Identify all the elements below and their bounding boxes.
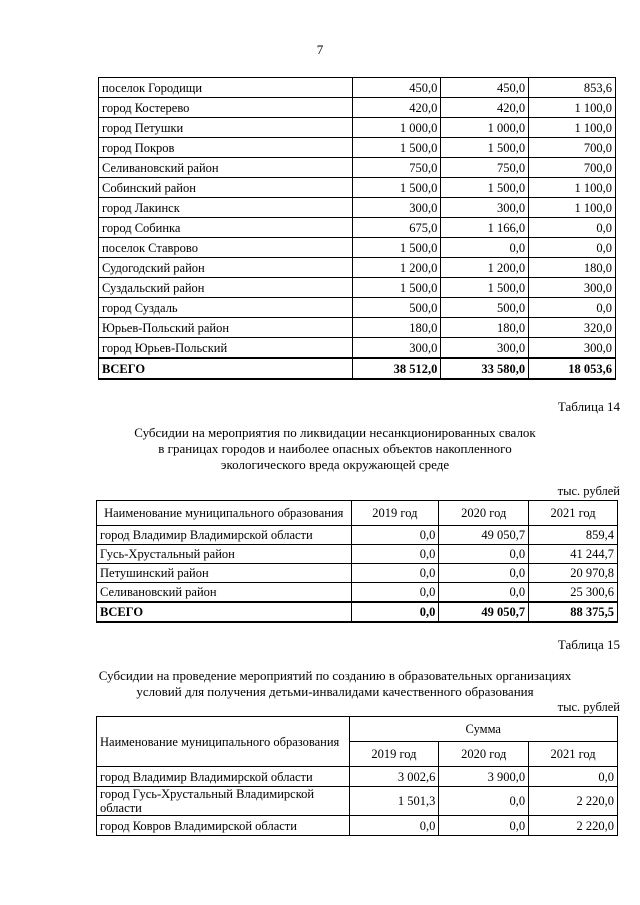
value-2021: 700,0 xyxy=(529,158,616,178)
table-row xyxy=(97,545,618,564)
total-row xyxy=(99,358,616,379)
table-15-unit: тыс. рублей xyxy=(557,700,620,714)
title-line: в границах городов и наиболее опасных объектов накопленного xyxy=(158,441,512,456)
total-2021: 88 375,5 xyxy=(529,602,618,622)
table-row xyxy=(99,78,616,98)
value-2020: 1 500,0 xyxy=(441,178,529,198)
value-2020: 0,0 xyxy=(439,816,529,836)
value-2021: 0,0 xyxy=(529,238,616,258)
table-row xyxy=(99,118,616,138)
value-2019: 1 500,0 xyxy=(353,138,441,158)
table-15-title xyxy=(70,668,600,700)
table-row xyxy=(99,278,616,298)
main-table xyxy=(98,77,616,380)
value-2021: 320,0 xyxy=(529,318,616,338)
value-2021: 1 100,0 xyxy=(529,98,616,118)
table-row xyxy=(99,178,616,198)
row-name: город Владимир Владимирской области xyxy=(97,767,350,787)
header-name: Наименование муниципального образования xyxy=(97,501,352,526)
value-2020: 0,0 xyxy=(439,545,529,564)
value-2019: 1 000,0 xyxy=(353,118,441,138)
header-2019: 2019 год xyxy=(351,501,439,526)
value-2019: 1 200,0 xyxy=(353,258,441,278)
row-name: Селивановский район xyxy=(99,158,353,178)
value-2019: 750,0 xyxy=(353,158,441,178)
row-name: Судогодский район xyxy=(99,258,353,278)
row-name: Юрьев-Польский район xyxy=(99,318,353,338)
row-name: Петушинский район xyxy=(97,564,352,583)
table-15-caption: Таблица 15 xyxy=(557,637,620,652)
title-line: Субсидии на проведение мероприятий по созданию в образовательных организациях xyxy=(98,668,572,683)
value-2020: 0,0 xyxy=(439,564,529,583)
total-2020: 49 050,7 xyxy=(439,602,529,622)
total-2019: 38 512,0 xyxy=(353,358,441,379)
value-2020: 420,0 xyxy=(441,98,529,118)
value-2019: 180,0 xyxy=(353,318,441,338)
table-row xyxy=(99,298,616,318)
table-row xyxy=(99,318,616,338)
value-2021: 180,0 xyxy=(529,258,616,278)
row-name: город Ковров Владимирской области xyxy=(97,816,350,836)
value-2021: 41 244,7 xyxy=(529,545,618,564)
table-row xyxy=(99,158,616,178)
value-2020: 300,0 xyxy=(441,338,529,359)
row-name: город Петушки xyxy=(99,118,353,138)
value-2019: 1 500,0 xyxy=(353,178,441,198)
table-row xyxy=(97,583,618,603)
table-row xyxy=(99,258,616,278)
table-row xyxy=(97,787,618,816)
value-2021: 300,0 xyxy=(529,278,616,298)
value-2020: 3 900,0 xyxy=(439,767,529,787)
header-2021: 2021 год xyxy=(529,501,618,526)
value-2020: 750,0 xyxy=(441,158,529,178)
header-2020: 2020 год xyxy=(439,501,529,526)
table-14-title xyxy=(70,425,600,473)
value-2019: 420,0 xyxy=(353,98,441,118)
table-row xyxy=(99,338,616,359)
value-2020: 0,0 xyxy=(439,583,529,603)
table-14-unit: тыс. рублей xyxy=(557,484,620,498)
row-name: город Собинка xyxy=(99,218,353,238)
table-row xyxy=(97,816,618,836)
value-2020: 49 050,7 xyxy=(439,526,529,545)
table-row xyxy=(99,98,616,118)
value-2019: 500,0 xyxy=(353,298,441,318)
table-row xyxy=(97,767,618,787)
row-name: поселок Ставрово xyxy=(99,238,353,258)
value-2019: 0,0 xyxy=(351,545,439,564)
value-2021: 25 300,6 xyxy=(529,583,618,603)
row-name: город Костерево xyxy=(99,98,353,118)
value-2021: 1 100,0 xyxy=(529,178,616,198)
value-2019: 0,0 xyxy=(349,816,439,836)
row-name: Собинский район xyxy=(99,178,353,198)
header-2019: 2019 год xyxy=(349,742,439,767)
page-number: 7 xyxy=(316,42,324,57)
header-2020: 2020 год xyxy=(439,742,529,767)
value-2021: 1 100,0 xyxy=(529,198,616,218)
value-2021: 300,0 xyxy=(529,338,616,359)
value-2021: 1 100,0 xyxy=(529,118,616,138)
total-2020: 33 580,0 xyxy=(441,358,529,379)
value-2019: 0,0 xyxy=(351,583,439,603)
value-2019: 450,0 xyxy=(353,78,441,98)
value-2021: 0,0 xyxy=(529,298,616,318)
value-2020: 1 200,0 xyxy=(441,258,529,278)
row-name: город Гусь-Хрустальный Владимирской области xyxy=(97,787,350,816)
value-2019: 0,0 xyxy=(351,526,439,545)
header-name: Наименование муниципального образования xyxy=(97,717,350,767)
value-2019: 1 500,0 xyxy=(353,238,441,258)
row-name: город Лакинск xyxy=(99,198,353,218)
header-2021: 2021 год xyxy=(529,742,618,767)
row-name: город Суздаль xyxy=(99,298,353,318)
table-14 xyxy=(96,500,618,623)
title-line: условий для получения детьми-инвалидами качественного образования xyxy=(136,684,534,699)
row-name: город Юрьев-Польский xyxy=(99,338,353,359)
value-2021: 20 970,8 xyxy=(529,564,618,583)
value-2021: 700,0 xyxy=(529,138,616,158)
table-row xyxy=(99,238,616,258)
value-2020: 450,0 xyxy=(441,78,529,98)
value-2021: 0,0 xyxy=(529,218,616,238)
value-2020: 180,0 xyxy=(441,318,529,338)
table-row xyxy=(99,138,616,158)
table-row xyxy=(99,218,616,238)
value-2021: 853,6 xyxy=(529,78,616,98)
value-2021: 859,4 xyxy=(529,526,618,545)
value-2021: 0,0 xyxy=(529,767,618,787)
value-2020: 1 166,0 xyxy=(441,218,529,238)
total-label: ВСЕГО xyxy=(99,358,353,379)
table-row xyxy=(97,526,618,545)
value-2020: 0,0 xyxy=(441,238,529,258)
value-2020: 500,0 xyxy=(441,298,529,318)
table-row xyxy=(97,564,618,583)
row-name: Гусь-Хрустальный район xyxy=(97,545,352,564)
total-2021: 18 053,6 xyxy=(529,358,616,379)
value-2019: 1 501,3 xyxy=(349,787,439,816)
value-2021: 2 220,0 xyxy=(529,816,618,836)
value-2020: 1 500,0 xyxy=(441,278,529,298)
title-line: экологического вреда окружающей среде xyxy=(220,457,450,472)
row-name: Суздальский район xyxy=(99,278,353,298)
value-2020: 1 000,0 xyxy=(441,118,529,138)
header-row xyxy=(97,717,618,742)
total-label: ВСЕГО xyxy=(97,602,352,622)
value-2019: 3 002,6 xyxy=(349,767,439,787)
row-name: поселок Городищи xyxy=(99,78,353,98)
total-2019: 0,0 xyxy=(351,602,439,622)
row-name: город Покров xyxy=(99,138,353,158)
table-14-caption: Таблица 14 xyxy=(557,399,620,414)
title-line: Субсидии на мероприятия по ликвидации несанкционированных свалок xyxy=(134,425,536,440)
value-2019: 300,0 xyxy=(353,198,441,218)
row-name: Селивановский район xyxy=(97,583,352,603)
table-15 xyxy=(96,716,618,836)
value-2020: 300,0 xyxy=(441,198,529,218)
value-2019: 1 500,0 xyxy=(353,278,441,298)
value-2021: 2 220,0 xyxy=(529,787,618,816)
value-2019: 0,0 xyxy=(351,564,439,583)
value-2019: 300,0 xyxy=(353,338,441,359)
header-row xyxy=(97,501,618,526)
value-2020: 1 500,0 xyxy=(441,138,529,158)
value-2019: 675,0 xyxy=(353,218,441,238)
value-2020: 0,0 xyxy=(439,787,529,816)
table-row xyxy=(99,198,616,218)
header-sum: Сумма xyxy=(349,717,618,742)
total-row xyxy=(97,602,618,622)
row-name: город Владимир Владимирской области xyxy=(97,526,352,545)
